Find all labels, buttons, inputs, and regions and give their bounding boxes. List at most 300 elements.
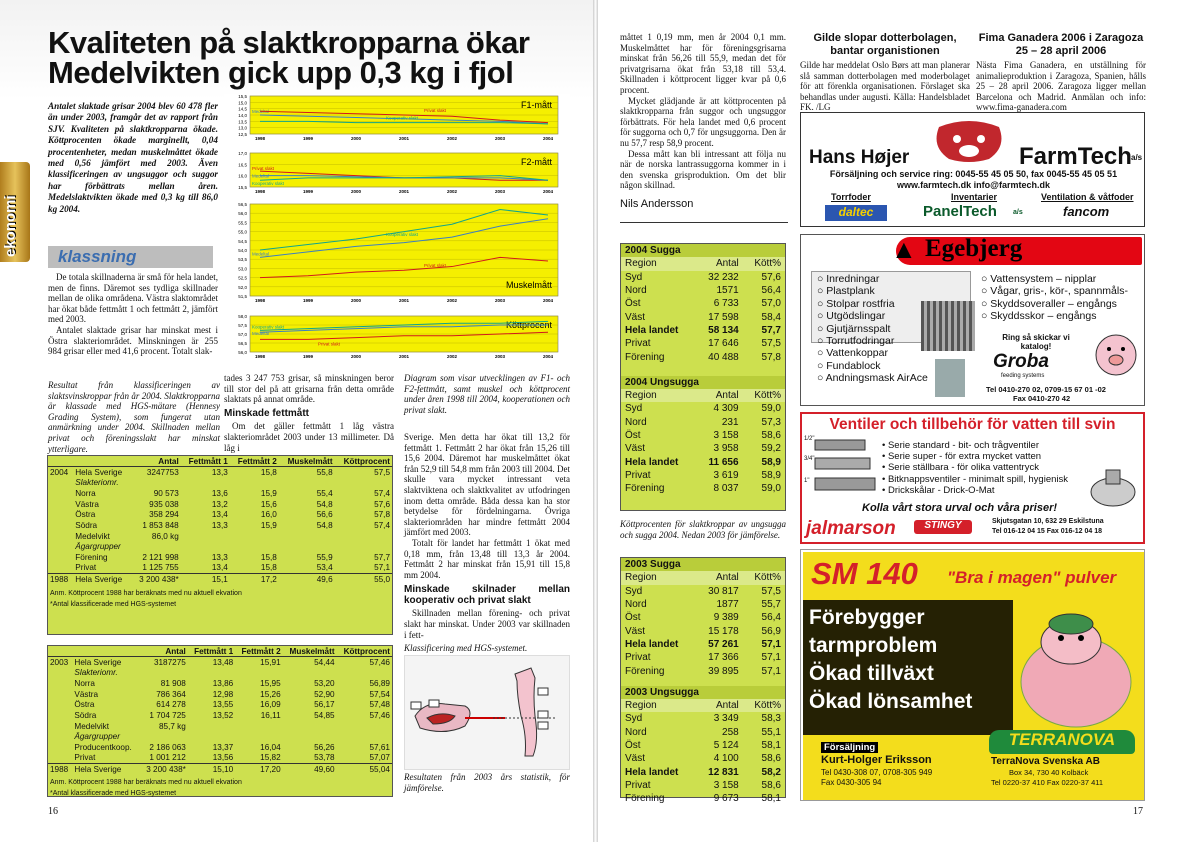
- table-cell: [181, 477, 230, 488]
- table-header-cell: Muskelmått: [279, 456, 335, 467]
- author: Nils Andersson: [620, 198, 694, 210]
- body-paragraph: Sverige. Men detta har ökat till 13,2 för fettmått 1. Fettmått 2 har ökat från 15,26 till 15,6 2004. Däremot har muskelmåttet ökat från 52,9 till 54,8 mm från 2003 till 2004. Det skulle vara mycket intressant veta slaktviktena och slaktkvalitet av utfodringen inom detta område. Båda dessa kan ha stor betydelse för fördelningarna. Övriga slakteriområden har mindre fettmått 2004 jämfört med 2003.: [404, 432, 570, 538]
- table-row: [621, 324, 785, 337]
- divider: [620, 222, 788, 223]
- table-row: [48, 477, 392, 488]
- table-cell: [48, 563, 73, 574]
- table-cell: Hela landet: [625, 456, 679, 468]
- table-2003: [47, 645, 393, 797]
- table-cell: [48, 721, 72, 732]
- chart-series-label: Kooperativ slakt: [386, 115, 419, 121]
- table-cell: [283, 667, 337, 678]
- table-cell: 57,6: [374, 499, 390, 509]
- table-cell: 56,4: [761, 285, 781, 297]
- table-cell: 55,04: [369, 764, 390, 774]
- table-cell: 58 134: [708, 324, 739, 336]
- table-row: [621, 271, 785, 284]
- table-cell: 15,9: [260, 520, 277, 530]
- table-cell: 58,6: [761, 430, 781, 441]
- egebjerg-ad: [800, 234, 1145, 406]
- terranova-ad: [800, 549, 1145, 801]
- table-cell: 3247753: [146, 467, 179, 477]
- farmtech-category: Torrfoder: [831, 192, 871, 202]
- table-cell: 1 001 212: [149, 753, 186, 763]
- table-cell: 30 817: [708, 585, 739, 597]
- table-cell: [335, 531, 392, 542]
- news-title: Fima Ganadera 2006 i Zaragoza 25 – 28 april 2006: [978, 32, 1144, 57]
- table-cell: Ägargrupper: [75, 542, 121, 552]
- table-cell: 57,46: [369, 657, 390, 667]
- table-cell: Öst: [625, 298, 641, 310]
- table-header-cell: Region: [621, 389, 696, 402]
- table-note: Anm. Köttprocent 1988 har beräknats med nu aktuell ekvation: [50, 779, 242, 787]
- farmtech-web: www.farmtech.dk info@farmtech.dk: [897, 180, 1050, 190]
- chart-y-tick-label: 53,0: [238, 266, 247, 272]
- data-table: [48, 456, 392, 584]
- table-row: [48, 732, 392, 743]
- chart-y-tick-label: 56,5: [238, 341, 247, 346]
- subheading: Minskade fettmått: [224, 407, 310, 419]
- product-name: SM 140: [811, 556, 918, 591]
- news-text: Gilde har meddelat Oslo Børs att man planerar slå samman dotterbolagen med moderbolaget för att förenkla organisationen. Förslaget ska behandlas under augusti. Källa: Handelsbladet FK. /LG: [800, 60, 970, 113]
- table-cell: 58,1: [761, 793, 781, 805]
- table-cell: 15,1: [211, 574, 228, 584]
- chart-title: Köttprocent: [505, 320, 552, 330]
- table-cell: 13,55: [212, 700, 234, 710]
- chart-y-tick-label: 15,0: [238, 100, 247, 106]
- table-cell: [337, 721, 392, 732]
- table-cell: 15,91: [260, 657, 281, 667]
- table-cell: [188, 732, 235, 743]
- chart-x-tick-label: 2004: [542, 136, 554, 141]
- chart-x-tick-label: 2003: [494, 354, 506, 359]
- chart-y-tick-label: 13,0: [238, 125, 247, 131]
- chart-x-tick-label: 2000: [350, 298, 362, 303]
- table-cell: Slakteriomr.: [75, 478, 119, 488]
- carcass-diagram-icon: [405, 656, 571, 771]
- chart-y-tick-label: 53,5: [238, 257, 247, 263]
- table-cell: Nord: [625, 285, 647, 297]
- table-cell: 57,1: [761, 665, 781, 677]
- table-cell: 614 278: [156, 700, 186, 710]
- chart-x-tick-label: 2002: [446, 354, 458, 359]
- table-cell: 56,6: [316, 510, 333, 520]
- farmtech-name: Hans Højer: [809, 147, 910, 168]
- chart-x-tick-label: 1999: [302, 354, 314, 359]
- table-cell: 786 364: [156, 689, 186, 699]
- chart-y-tick-label: 55,0: [238, 229, 247, 235]
- farmtech-suffix: a/s: [1131, 153, 1143, 162]
- table-row: [48, 467, 392, 478]
- table-cell: 13,52: [212, 710, 234, 720]
- table-header-cell: Region: [621, 699, 696, 712]
- table-cell: 3 619: [713, 469, 739, 481]
- table-cell: 12 831: [708, 766, 739, 778]
- table-row: [621, 284, 785, 297]
- egebjerg-name: Egebjerg: [925, 235, 1023, 262]
- figure-caption: Resultaten från 2003 års statistik, för jämförelse.: [404, 772, 570, 793]
- table-row: [621, 726, 785, 739]
- table-header-cell: Kött%: [743, 699, 785, 712]
- table-cell: 15,8: [260, 467, 277, 477]
- table-cell: 58,2: [761, 766, 781, 778]
- egebjerg-list-item: ○ Vattenkoppar: [817, 347, 888, 360]
- table-cell: Hela Sverige: [74, 764, 122, 774]
- chart-series-label: Kooperativ slakt: [386, 231, 419, 237]
- section-heading: klassning: [48, 246, 213, 268]
- table-row: [621, 651, 785, 664]
- table-header-cell: Region: [621, 257, 696, 270]
- chart-y-tick-label: 58,0: [238, 314, 247, 319]
- table-cell: [181, 542, 230, 553]
- table-cell: Syd: [625, 403, 643, 415]
- table-cell: 56,26: [314, 743, 335, 753]
- table-cell: 16,04: [260, 743, 281, 753]
- table-cell: [337, 667, 392, 678]
- table-cell: [188, 667, 235, 678]
- jalmarson-ad: [800, 412, 1145, 544]
- fancom-logo: fancom: [1063, 204, 1110, 219]
- chart-x-tick-label: 1998: [254, 298, 266, 303]
- table-cell: Hela landet: [625, 766, 679, 778]
- product-claims: [809, 604, 972, 716]
- table-header-cell: [48, 456, 73, 467]
- table-cell: Privat: [75, 563, 97, 573]
- table-cell: Privat: [625, 469, 651, 481]
- table-cell: 85,7 kg: [158, 721, 186, 731]
- table-cell: Producentkoop.: [74, 743, 132, 753]
- table-cell: [48, 710, 72, 721]
- chart-series-label: Medeltal: [252, 109, 270, 114]
- table-cell: 57,4: [374, 520, 390, 530]
- table-cell: 39 895: [708, 665, 739, 677]
- pig-carcass-illustration: [404, 655, 570, 770]
- table-cell: 2003: [50, 657, 69, 667]
- table-cell: 17,20: [260, 764, 281, 774]
- chart-caption: Diagram som visar utvecklingen av F1- och F2-fettmått, samt muskel och köttprocent under åren 1998 till 2004, kooperationen och privat slakt.: [404, 373, 570, 415]
- chart-y-tick-label: 15,5: [238, 185, 247, 190]
- table-cell: 56,89: [369, 678, 390, 688]
- table-cell: 15 178: [708, 625, 739, 637]
- table-cell: 9 389: [713, 612, 739, 624]
- egebjerg-list-item: ○ Plastplank: [817, 285, 875, 298]
- table-cell: Medelvikt: [74, 721, 110, 731]
- body-paragraph: Antalet slaktade grisar har minskat mest i Östra slakteriområdet. Minskningen är 255 984 grisar eller med 41,6 procent. Totalt slak-: [48, 324, 218, 357]
- table-cell: 13,48: [212, 657, 234, 667]
- egebjerg-list-item: ○ Inredningar: [817, 273, 880, 285]
- table-cell: 58,3: [761, 713, 781, 725]
- lead-paragraph: Antalet slaktade grisar 2004 blev 60 478 fler än under 2003, framgår det av rapport från SJV. Kvaliteten på slaktkropparna ökade. Köttprocenten ökade marginellt, 0,04 procentenheter, medan muskelmåttet ökade med 0,56 jämfört med 2003. Även klassificeringen av ungsuggor och suggor har förbättrats mellan åren. Medelslaktvikten ökade med 0,3 kg till 86,0 kg 2004.: [48, 101, 218, 214]
- body-paragraph: Om det gäller fettmått 1 låg västra slakteriområdet 2003 under 13 millimeter. Då låg i: [224, 421, 394, 453]
- table-row: [621, 765, 785, 778]
- table-header-cell: Kött%: [743, 389, 785, 402]
- body-paragraph: Dessa mått kan bli intressant att följa nu när de norska lantrassuggorna kommer in i den svenska grisproduktion. Om det blir någon skillnad.: [620, 148, 786, 191]
- body-column-1: [48, 272, 218, 357]
- page-number: 17: [1133, 806, 1143, 817]
- table-cell: 1571: [716, 285, 739, 297]
- table-header-cell: Köttprocent: [337, 646, 392, 657]
- data-table: [621, 686, 785, 806]
- table-cell: 58,1: [761, 740, 781, 751]
- table-cell: Ägargrupper: [74, 732, 120, 742]
- table-row: [48, 574, 392, 585]
- jalmarson-address: Skjutsgatan 10, 632 29 Eskilstuna: [992, 518, 1104, 525]
- table-cell: [48, 753, 72, 764]
- table-cell: 55,8: [316, 467, 333, 477]
- table-cell: Privat: [625, 652, 651, 664]
- table-header-cell: Fettmått 2: [235, 646, 282, 657]
- table-header-cell: Region: [621, 571, 696, 584]
- table-row: [48, 520, 392, 531]
- table-cell: 53,78: [314, 753, 335, 763]
- page-number: 16: [48, 806, 58, 817]
- table-row: [621, 752, 785, 765]
- table-cell: 1 704 725: [149, 710, 186, 720]
- table-cell: 15,82: [260, 753, 281, 763]
- chart-y-tick-label: 56,0: [238, 350, 247, 355]
- farmtech-contact: Försäljning och service ring: 0045-55 45 05 50, fax 0045-55 45 05 51: [829, 169, 1118, 179]
- table-cell: 2004: [50, 467, 69, 477]
- table-row: [48, 542, 392, 553]
- table-row: [48, 742, 392, 753]
- table-cell: [230, 542, 279, 553]
- table-cell: 13,37: [212, 743, 234, 753]
- table-row: [48, 721, 392, 732]
- sow-table-title: [621, 558, 785, 571]
- valve-size: 1/2": [804, 436, 815, 442]
- table-title-cell: 2003 Sugga: [621, 558, 785, 571]
- table-cell: 90 573: [153, 488, 179, 498]
- table-cell: [131, 542, 181, 553]
- valve-size: 3/4": [804, 456, 815, 462]
- table-title-cell: 2004 Ungsugga: [621, 376, 785, 389]
- sales-label: Försäljning: [821, 742, 878, 753]
- chart-series-label: Medeltal: [252, 331, 270, 337]
- table-cell: Öst: [625, 430, 641, 441]
- terranova-tel: Tel 0220-37 410 Fax 0220-37 411: [991, 778, 1104, 787]
- chart-x-tick-label: 1999: [302, 189, 314, 194]
- table-cell: [48, 742, 72, 753]
- table-cell: [140, 667, 188, 678]
- chart-series-label: Kooperativ slakt: [252, 181, 285, 187]
- table-cell: 56,9: [761, 625, 781, 637]
- sow-table-title: [621, 376, 785, 389]
- table-row: [48, 764, 392, 775]
- table-cell: 40 488: [708, 351, 739, 363]
- table-cell: 81 908: [160, 678, 186, 688]
- valve-image-icon: [810, 436, 880, 496]
- egebjerg-fax: Fax 0410-270 42: [1013, 394, 1071, 403]
- table-cell: Hela Sverige: [75, 467, 123, 477]
- table-cell: 17 598: [708, 311, 739, 323]
- chart-x-tick-label: 2002: [446, 298, 458, 303]
- table-cell: Syd: [625, 271, 643, 283]
- sales-tel: Tel 0430-308 07, 0708-305 949: [821, 768, 933, 777]
- table-row: [621, 585, 785, 598]
- table-row: [621, 310, 785, 323]
- table-cell: Väst: [625, 443, 646, 455]
- jalmarson-title: Ventiler och tillbehör för vatten till svin: [829, 416, 1116, 433]
- pig-head-logo-icon: [929, 117, 1009, 163]
- table-row: [621, 664, 785, 677]
- chart-y-tick-label: 57,0: [238, 332, 247, 337]
- mask-image: [935, 359, 965, 397]
- table-cell: [48, 678, 72, 689]
- news-text: Nästa Fima Ganadera, en utställning för animalieproduktion i Zaragoza, Spanien, hålls 25 – 28 april 2006. Zaragoza ligger mellan Barcelona och Madrid. Anmälan och info: www.fima-ganadera.com: [976, 60, 1146, 113]
- table-cell: [48, 520, 73, 531]
- subheading: Minskade skilnader mellan kooperativ och privat slakt: [404, 584, 570, 607]
- terranova-company: TerraNova Svenska AB: [991, 756, 1100, 767]
- table-cell: 1988: [50, 574, 69, 584]
- sales-fax: Fax 0430-305 94: [821, 778, 882, 787]
- groba-logo: Groba: [993, 351, 1049, 372]
- table-cell: [335, 542, 392, 553]
- table-cell: 58,9: [761, 456, 781, 468]
- jalmarson-list-item: • Bitknappsventiler - minimalt spill, hygienisk: [882, 473, 1069, 485]
- table-cell: 55,9: [316, 553, 333, 563]
- chart-y-tick-label: 51,5: [238, 294, 247, 299]
- chart-x-tick-label: 2002: [446, 136, 458, 141]
- daltec-logo: daltec: [825, 205, 887, 221]
- terranova-logo: TERRANOVA: [989, 730, 1135, 754]
- egebjerg-list-item: ○ Vattensystem – nipplar: [981, 273, 1097, 285]
- line-charts: [224, 94, 570, 366]
- table-cell: [235, 667, 282, 678]
- table-cell: 49,6: [316, 574, 333, 584]
- table-cell: 3 158: [713, 430, 739, 441]
- table-cell: 57 261: [708, 638, 739, 650]
- table-cell: 57,5: [761, 338, 781, 350]
- table-note: *Antal klassificerade med HGS-systemet: [50, 790, 177, 798]
- table-cell: [48, 667, 72, 678]
- table-cell: 4 100: [713, 753, 739, 765]
- warning-triangle-icon: ▲: [891, 234, 917, 264]
- table-cell: [335, 477, 392, 488]
- table-cell: 54,8: [316, 499, 333, 509]
- chart-y-tick-label: 16,5: [238, 162, 247, 168]
- chart-panel: [224, 94, 570, 366]
- jalmarson-list-item: • Serie super - för extra mycket vatten: [882, 451, 1042, 463]
- table-cell: Förening: [625, 351, 665, 363]
- egebjerg-list-item: ○ Stolpar rostfria: [817, 297, 895, 310]
- table-row: [48, 699, 392, 710]
- chart-x-tick-label: 1998: [254, 354, 266, 359]
- headline-line-2: Medelvikten gick upp 0,3 kg i fjol: [48, 55, 514, 90]
- figure-caption: Klassificering med HGS-systemet.: [404, 643, 528, 653]
- chart-title: Muskelmått: [505, 280, 552, 290]
- table-header-row: [48, 646, 392, 657]
- egebjerg-list-item: ○ Skyddsoveraller – engångs: [981, 297, 1117, 310]
- valve-size: 1": [804, 478, 810, 484]
- table-cell: 57,5: [374, 467, 390, 477]
- table-cell: 13,86: [212, 678, 234, 688]
- table-cell: Östra: [75, 510, 96, 520]
- table-cell: 6 733: [713, 298, 739, 310]
- table-cell: [140, 732, 188, 743]
- chart-x-tick-label: 1999: [302, 136, 314, 141]
- table-cell: Syd: [625, 585, 643, 597]
- table-row: [48, 710, 392, 721]
- table-cell: 16,0: [260, 510, 277, 520]
- table-cell: [48, 542, 73, 553]
- table-cell: 15,95: [260, 678, 281, 688]
- egebjerg-tel: Tel 0410-270 02, 0709-15 67 01 -02: [986, 385, 1106, 394]
- table-cell: 59,0: [761, 483, 781, 495]
- table-cell: [181, 531, 230, 542]
- table-cell: 12,98: [212, 689, 234, 699]
- table-row: [48, 753, 392, 764]
- table-cell: [230, 477, 279, 488]
- chart-y-tick-label: 15,5: [238, 94, 247, 99]
- table-cell: 59,0: [761, 403, 781, 415]
- table-cell: 13,6: [211, 488, 228, 498]
- table-cell: 57,48: [369, 700, 390, 710]
- table-cell: Förening: [625, 665, 665, 677]
- table-cell: 13,3: [211, 520, 228, 530]
- table-cell: 57,3: [761, 416, 781, 428]
- chart-series-label: Medeltal: [252, 173, 270, 179]
- table-cell: 52,90: [314, 689, 335, 699]
- table-cell: [48, 499, 73, 510]
- table-cell: Norra: [74, 678, 95, 688]
- chart-x-tick-label: 2002: [446, 189, 458, 194]
- table-cell: 54,8: [316, 520, 333, 530]
- table-row: [621, 792, 785, 805]
- table-header-row: [621, 389, 785, 402]
- table-row: [48, 563, 392, 574]
- table-cell: 57,1: [374, 563, 390, 573]
- table-cell: 8 037: [713, 483, 739, 495]
- table-cell: Västra: [74, 689, 99, 699]
- farmtech-category: Ventilation & våtfoder: [1041, 192, 1134, 202]
- table-cell: 55,4: [316, 488, 333, 498]
- table-cell: 1988: [50, 764, 69, 774]
- table-cell: Hela Sverige: [74, 657, 122, 667]
- chart-y-tick-label: 54,0: [238, 248, 247, 253]
- table-cell: [283, 732, 337, 743]
- chart-x-tick-label: 1999: [302, 298, 314, 303]
- table-cell: [131, 477, 181, 488]
- table-cell: 32 232: [708, 271, 739, 283]
- sow-table-2003: [620, 557, 786, 805]
- table-header-cell: Fettmått 1: [181, 456, 230, 467]
- table-row: [621, 482, 785, 495]
- table-cell: [283, 721, 337, 732]
- sow-table-title: [621, 244, 785, 257]
- table-header-cell: Antal: [696, 699, 743, 712]
- slat-floor-image: [921, 301, 975, 351]
- table-cell: Nord: [625, 416, 647, 428]
- chart-x-tick-label: 2001: [398, 298, 410, 303]
- table-cell: 57,8: [374, 510, 390, 520]
- table-cell: 15,9: [260, 488, 277, 498]
- table-cell: Väst: [625, 753, 646, 765]
- table-cell: 231: [721, 416, 739, 428]
- chart-x-tick-label: 2003: [494, 298, 506, 303]
- table-cell: 3187275: [153, 657, 186, 667]
- table-cell: Privat: [74, 753, 96, 763]
- table-header-row: [48, 456, 392, 467]
- table-cell: 53,20: [314, 678, 335, 688]
- chart-y-tick-label: 12,5: [238, 132, 247, 137]
- farmtech-brand: FarmTech: [1019, 143, 1132, 170]
- table-cell: 53,4: [316, 563, 333, 573]
- farmtech-category: Inventarier: [951, 192, 998, 202]
- table-cell: [48, 477, 73, 488]
- body-column-3: [404, 432, 570, 640]
- table-cell: 57,1: [761, 638, 781, 650]
- sow-table-2004: [620, 243, 786, 511]
